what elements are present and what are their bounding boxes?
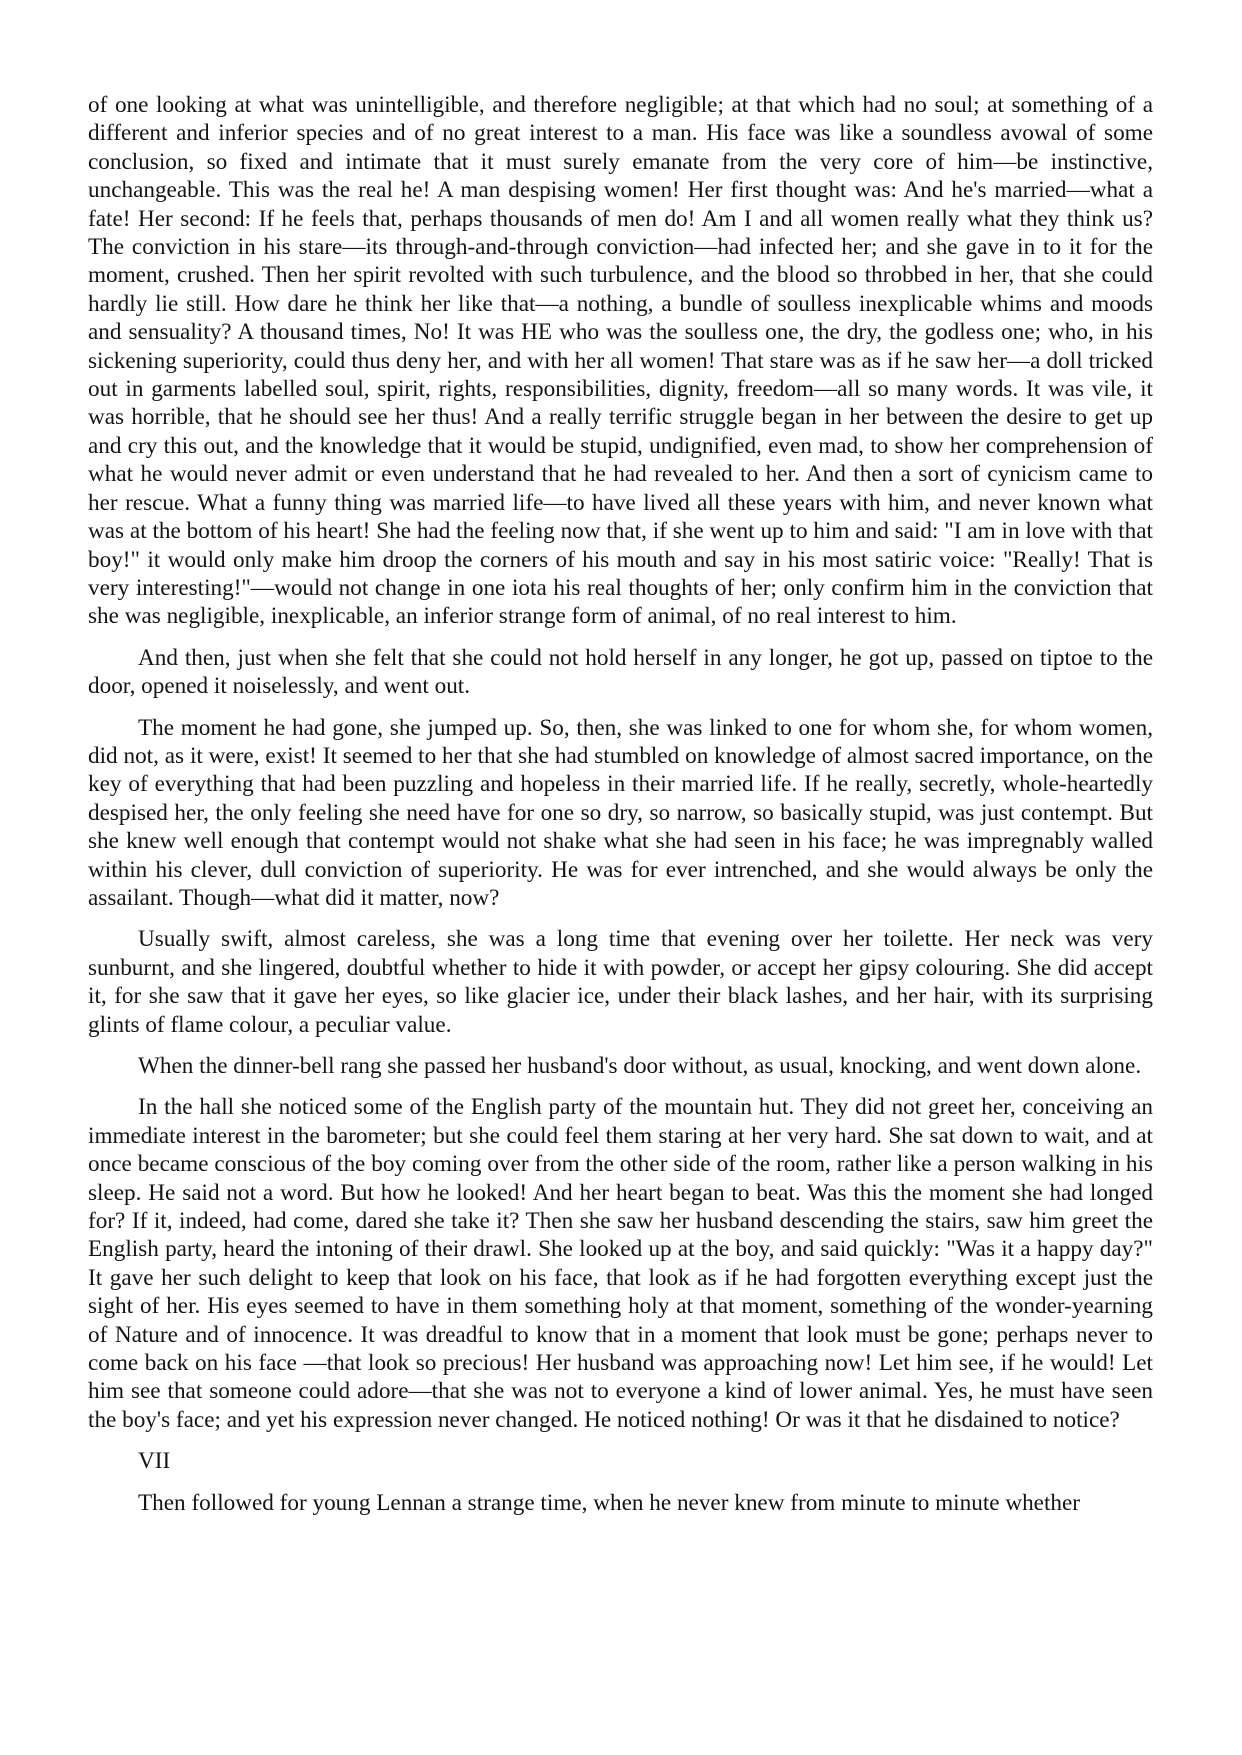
paragraph: When the dinner-bell rang she passed her husband's door without, as usual, knocking, and went down alone.: [138, 1053, 1142, 1079]
paragraph: Then followed for young Lennan a strange time, when he never knew from minute to minute whether: [138, 1489, 1081, 1516]
paragraph: Usually swift, almost careless, she was a long time that evening over her toilette. Her neck was very sunburnt, and she lingered, doubtful whether to hide it with powder, or accept her gipsy colouring. She did accept it, for she saw that it gave her eyes, so like glacier ice, under their black lashes, and her hair, with its surprising glints of flame colour, a peculiar value.: [88, 926, 1153, 1038]
paragraph: The moment he had gone, she jumped up. So, then, she was linked to one for whom she, for whom women, did not, as it were, exist! It seemed to her that she had stumbled on knowledge of almost sacred importance, on the key of everything that had been puzzling and hopeless in their married life. If he really, secretly, whole-heartedly despised her, the only feeling she need have for one so dry, so narrow, so basically stupid, was just contempt. But she knew well enough that contempt would not shake what she had seen in his face; he was impregnably walled within his clever, dull conviction of superiority. He was for ever intrenched, and she would always be only the assailant. Though—what did it matter, now?: [88, 714, 1153, 911]
paragraph: And then, just when she felt that she could not hold herself in any longer, he got up, passed on tiptoe to the door, opened it noiselessly, and went out.: [88, 644, 1153, 700]
paragraph: In the hall she noticed some of the English party of the mountain hut. They did not greet her, conceiving an immediate interest in the barometer; but she could feel them staring at her very hard. She sat down to wait, and at once became conscious of the boy coming over from the other side of the room, rather like a person walking in his sleep. He said not a word. But how he looked! And her heart began to beat. Was this the moment she had longed for? If it, indeed, had come, dared she take it? Then she saw her husband descending the stairs, saw him greet the English party, heard the intoning of their drawl. She looked up at the boy, and said quickly: "Was it a happy day?" It gave her such delight to keep that look on his face, that look as if he had forgotten everything except just the sight of her. His eyes seemed to have in them something holy at that moment, something of the wonder-yearning of Nature and of innocence. It was dreadful to know that in a moment that look must be gone; perhaps never to come back on his face —that look so precious! Her husband was approaching now! Let him see, if he would! Let him see that someone could adore—that she was not to everyone a kind of lower animal. Yes, he must have seen the boy's face; and yet his expression never changed. He noticed nothing! Or was it that he disdained to notice?: [88, 1094, 1153, 1433]
paragraph-continued: of one looking at what was unintelligible, and therefore negligible; at that which had no soul; at something of a different and inferior species and of no great interest to a man. His face was like a soundless avowal of some conclusion, so fixed and intimate that it must surely emanate from the very core of him—be instinctive, unchangeable. This was the real he! A man despising women! Her first thought was: And he's married—what a fate! Her second: If he feels that, perhaps thousands of men do! Am I and all women really what they think us? The conviction in his stare—its through-and-through conviction—had infected her; and she gave in to it for the moment, crushed. Then her spirit revolted with such turbulence, and the blood so throbbed in her, that she could hardly lie still. How dare he think her like that—a nothing, a bundle of soulless inexplicable whims and moods and sensuality? A thousand times, No! It was HE who was the soulless one, the dry, the godless one; who, in his sickening superiority, could thus deny her, and with her all women! That stare was as if he saw her—a doll tricked out in garments labelled soul, spirit, rights, responsibilities, dignity, freedom—all so many words. It was vile, it was horrible, that he should see her thus! And a really terrific struggle began in her between the desire to get up and cry this out, and the knowledge that it would be stupid, undignified, even mad, to show her comprehension of what he would never admit or even understand that he had revealed to her. And then a sort of cynicism came to her rescue. What a funny thing was married life—to have lived all these years with him, and never known what was at the bottom of his heart! She had the feeling now that, if she went up to him and said: "I am in love with that boy!" it would only make him droop the corners of his mouth and say in his most satiric voice: "Really! That is very interesting!"—would not change in one iota his real thoughts of her; only confirm him in the conviction that she was negligible, inexplicable, an inferior strange form of animal, of no real interest to him.: [88, 92, 1153, 630]
book-page: [88, 91, 1153, 1530]
chapter-heading: VII: [138, 1448, 171, 1475]
